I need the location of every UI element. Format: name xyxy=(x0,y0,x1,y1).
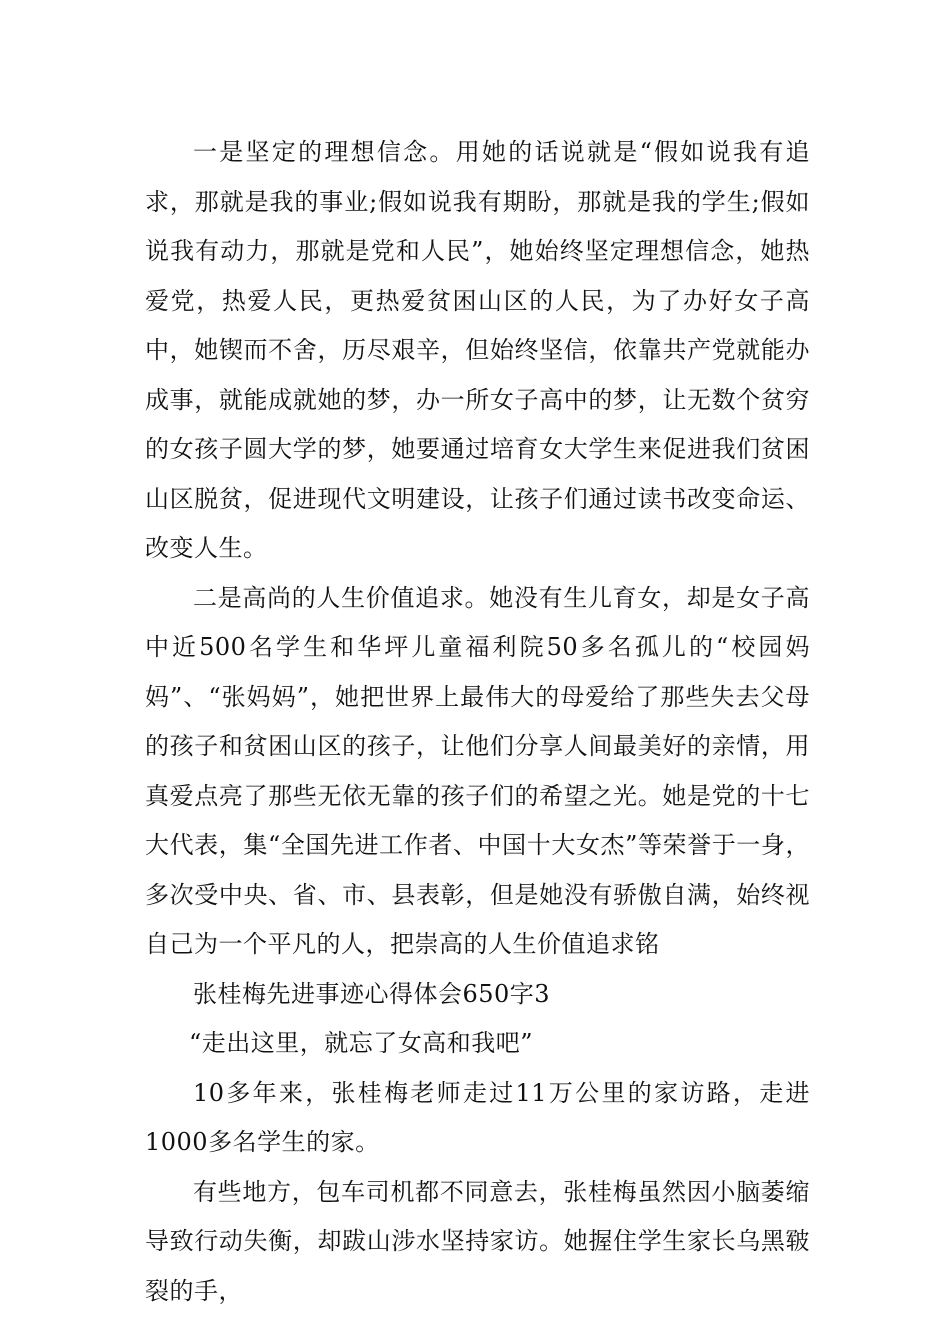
section-heading: 张桂梅先进事迹心得体会650字3 xyxy=(193,979,551,1008)
quote-line: “走出这里，就忘了女高和我吧” xyxy=(189,1029,534,1057)
paragraph-mountains: 有些地方，包车司机都不同意去，张桂梅虽然因小脑萎缩导致行动失衡，却跋山涉水坚持家访。她握住学生家长乌黑皲裂的手， xyxy=(145,1177,810,1305)
document-body xyxy=(145,128,810,1316)
paragraph-ideals: 一是坚定的理想信念。用她的话说就是“假如说我有追求，那就是我的事业;假如说我有期盼，那就是我的学生;假如说我有动力，那就是党和人民”，她始终坚定理想信念，她热爱党，热爱人民，更热爱贫困山区的人民，为了办好女子高中，她锲而不舍，历尽艰辛，但始终坚信，依靠共产党就能办成事，就能成就她的梦，办一所女子高中的梦，让无数个贫穷的女孩子圆大学的梦，她要通过培育女大学生来促进我们贫困山区脱贫，促进现代文明建设，让孩子们通过读书改变命运、改变人生。 xyxy=(145,138,810,562)
paragraph-home-visits: 10多年来，张桂梅老师走过11万公里的家访路，走进1000多名学生的家。 xyxy=(145,1078,810,1156)
paragraph-values: 二是高尚的人生价值追求。她没有生儿育女，却是女子高中近500名学生和华坪儿童福利院50多名孤儿的“校园妈妈”、“张妈妈”，她把世界上最伟大的母爱给了那些失去父母的孩子和贫困山区的孩子，让他们分享人间最美好的亲情，用真爱点亮了那些无依无靠的孩子们的希望之光。她是党的十七大代表，集“全国先进工作者、中国十大女杰”等荣誉于一身，多次受中央、省、市、县表彰，但是她没有骄傲自满，始终视自己为一个平凡的人，把崇高的人生价值追求铭 xyxy=(145,583,810,958)
